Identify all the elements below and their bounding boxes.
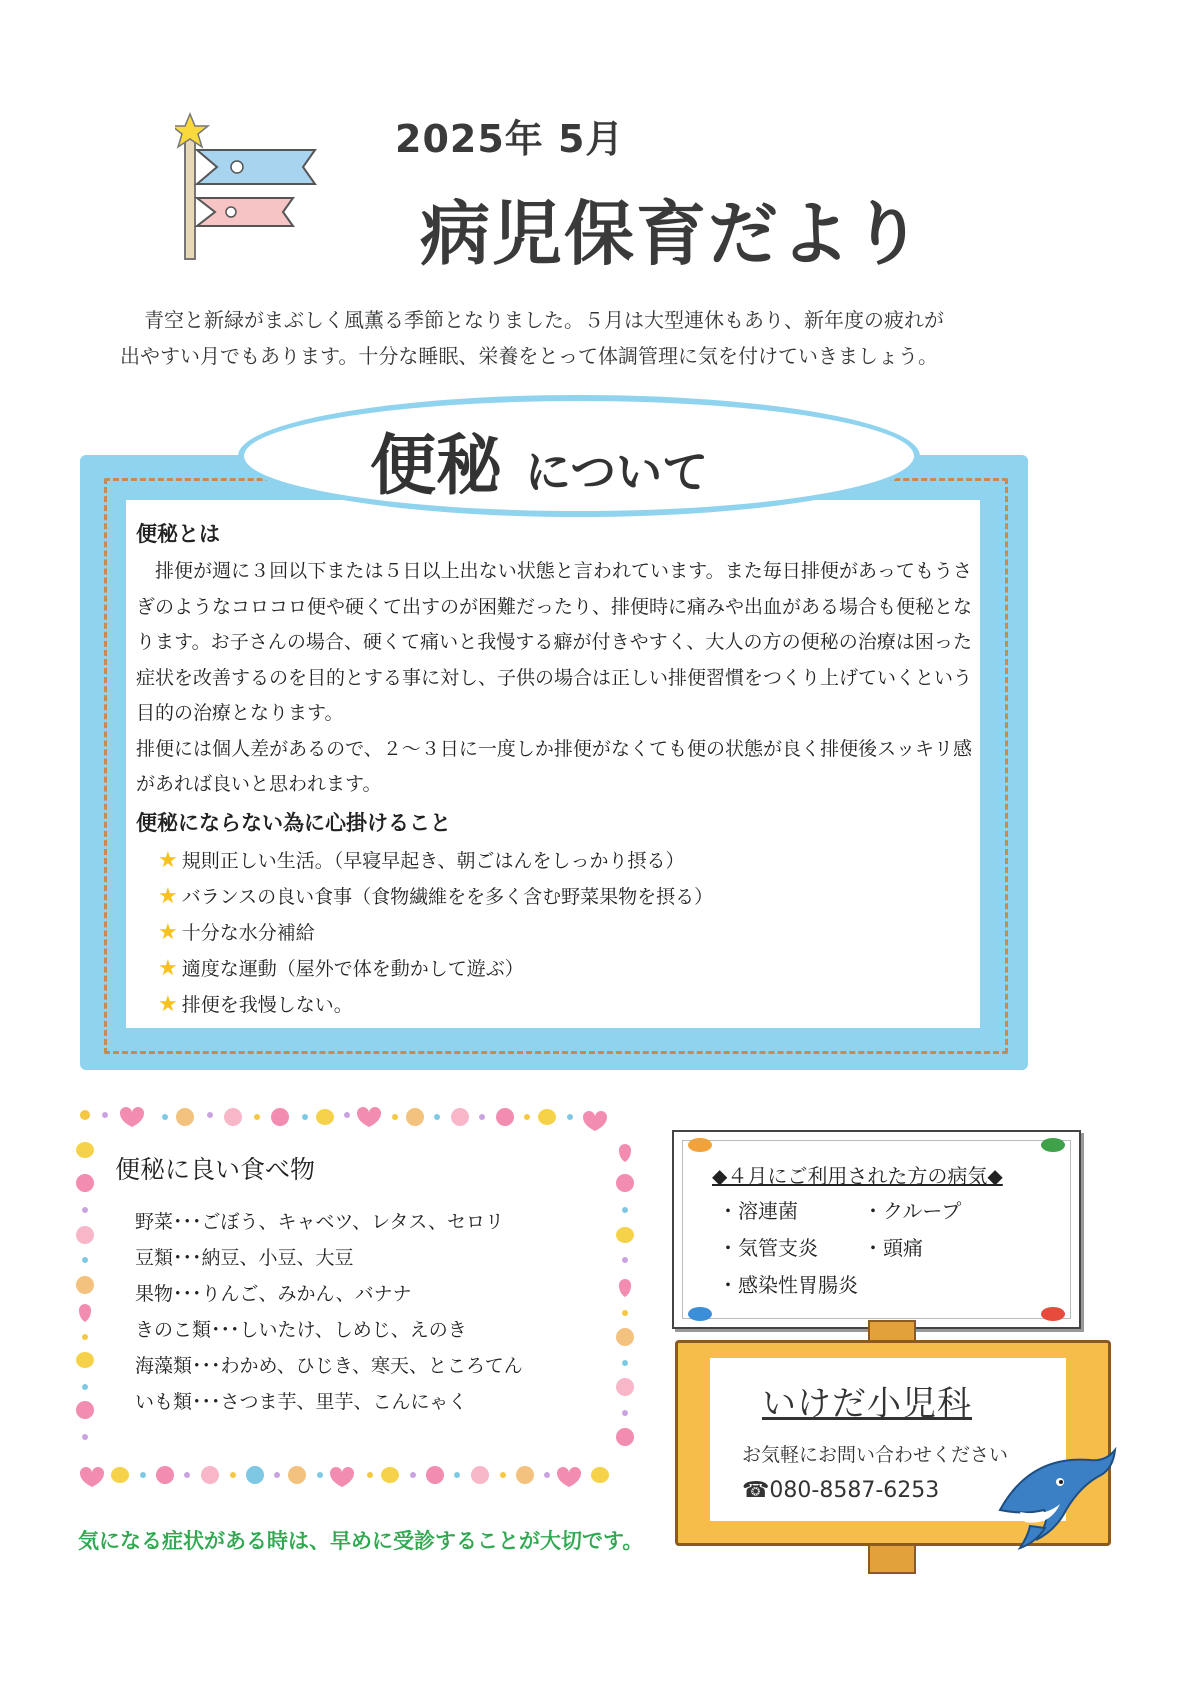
dolphin-icon — [990, 1440, 1120, 1560]
food-item: 豆類･･･納豆、小豆、大豆 — [135, 1247, 354, 1269]
pushpin-icon — [688, 1307, 712, 1321]
clinic-name: いけだ小児科 — [762, 1384, 972, 1424]
star-icon: ★ — [158, 919, 178, 945]
illness-item: ・気管支炎 — [718, 1236, 818, 1260]
intro-text — [120, 302, 1050, 374]
pushpin-icon — [1041, 1307, 1065, 1321]
tip-item: ★ 排便を我慢しない。 — [158, 991, 353, 1017]
definition-heading: 便秘とは — [136, 521, 220, 546]
phone-number: ☎080-8587-6253 — [742, 1478, 940, 1503]
prevention-heading: 便秘にならない為に心掛けること — [136, 809, 451, 835]
star-icon: ★ — [158, 955, 178, 981]
intro-line-1: 青空と新緑がまぶしく風薫る季節となりました。５月は大型連休もあり、新年度の疲れが — [144, 308, 944, 332]
food-item: いも類･･･さつま芋、里芋、こんにゃく — [135, 1391, 468, 1413]
definition-paragraph: 排便が週に３回以下または５日以上出ない状態と言われています。また毎日排便があってもうさぎのようなコロコロ便や硬くて出すのが困難だったり、排便時に痛みや出血がある場合も便秘となります。お子さんの場合、硬くて痛いと我慢する癖が付きやすく、大人の方の便秘の治療は困った症状を改善するのを目的とする事に対し、子供の場合は正しい排便習慣をつくり上げていくという目的の治療となります。 — [136, 560, 973, 724]
illness-board-title: ◆４月にご利用された方の病気◆ — [712, 1164, 1003, 1188]
food-heading: 便秘に良い食べ物 — [115, 1155, 316, 1184]
food-item: 海藻類･･･わかめ、ひじき、寒天、ところてん — [135, 1355, 523, 1377]
pushpin-icon — [1041, 1138, 1065, 1152]
star-icon: ★ — [158, 991, 178, 1017]
food-item: きのこ類･･･しいたけ、しめじ、えのき — [135, 1319, 467, 1341]
illness-item: ・クループ — [863, 1199, 962, 1223]
newsletter-title: 病児保育だより — [420, 193, 924, 275]
illness-item: ・頭痛 — [863, 1236, 923, 1260]
section-title-sub: について — [524, 445, 709, 499]
star-icon: ★ — [158, 883, 178, 909]
contact-text: お気軽にお問い合わせください — [742, 1444, 1009, 1466]
section-content — [136, 518, 972, 1023]
food-item: 果物･･･りんご、みかん、バナナ — [135, 1283, 412, 1305]
intro-line-2: 出やすい月でもあります。十分な睡眠、栄養をとって体調管理に気を付けていきましょう。 — [120, 344, 938, 368]
section-title-main: 便秘 — [370, 427, 502, 504]
tip-item: ★ 適度な運動（屋外で体を動かして遊ぶ） — [158, 955, 524, 981]
illness-item: ・溶連菌 — [718, 1199, 798, 1223]
koinobori-icon — [175, 112, 335, 262]
tip-item: ★ 規則正しい生活。（早寝早起き、朝ごはんをしっかり摂る） — [158, 847, 685, 873]
food-list — [115, 1150, 615, 1420]
pushpin-icon — [688, 1138, 712, 1152]
individual-difference-paragraph: 排便には個人差があるので、２〜３日に一度しか排便がなくても便の状態が良く排便後スッキリ感があれば良いと思われます。 — [136, 737, 972, 795]
tip-item: ★ バランスの良い食事（食物繊維をを多く含む野菜果物を摂る） — [158, 883, 714, 909]
tip-item: ★ 十分な水分補給 — [158, 919, 315, 945]
food-item: 野菜･･･ごぼう、キャベツ、レタス、セロリ — [135, 1211, 504, 1233]
issue-date: 2025年 5月 — [395, 117, 625, 161]
illness-item: ・感染性胃腸炎 — [718, 1273, 858, 1297]
star-icon: ★ — [158, 847, 178, 873]
consultation-note: 気になる症状がある時は、早めに受診することが大切です。 — [78, 1529, 644, 1553]
section-title — [370, 412, 708, 507]
